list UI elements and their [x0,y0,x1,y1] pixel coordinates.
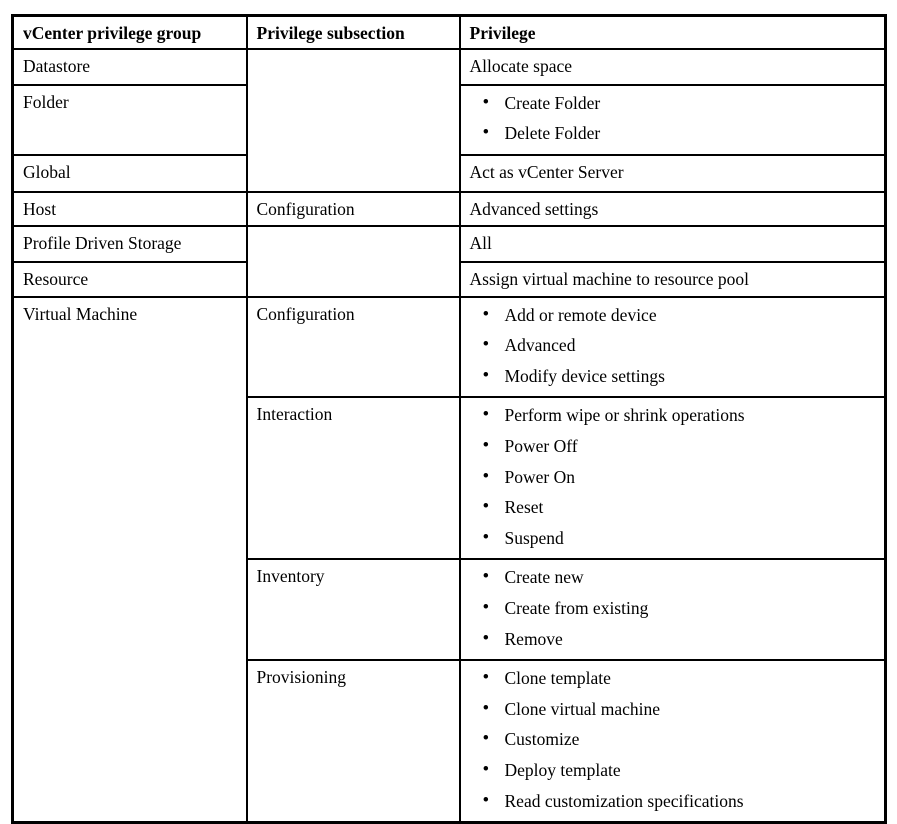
privilege-item: • Suspend [483,528,877,559]
subsection-cell: Configuration [247,192,460,226]
privilege-cell [460,559,886,660]
privilege-cell [460,85,886,155]
privilege-cell: All [460,226,886,262]
privilege-cell [460,397,886,559]
header-row [13,16,886,49]
table-row-vm-configuration [13,297,886,398]
privilege-list [470,567,877,659]
subsection-cell-empty [247,49,460,192]
privilege-list [470,93,877,154]
group-cell: Profile Driven Storage [13,226,247,262]
header-group: vCenter privilege group [13,16,247,49]
group-cell: Datastore [13,49,247,85]
privilege-item: • Create new [483,567,877,598]
privilege-item: • Power Off [483,436,877,467]
privilege-item: • Create from existing [483,598,877,629]
group-cell: Resource [13,262,247,297]
privilege-item: • Advanced [483,335,877,366]
subsection-cell-empty [247,226,460,297]
privileges-table [11,14,887,824]
privilege-item: • Reset [483,497,877,528]
group-cell: Host [13,192,247,226]
privilege-cell: Assign virtual machine to resource pool [460,262,886,297]
privilege-item: • Clone template [483,668,877,699]
privilege-item: • Power On [483,467,877,498]
privilege-item: • Clone virtual machine [483,699,877,730]
privilege-item: • Create Folder [483,93,877,124]
group-cell: Virtual Machine [13,297,247,823]
group-cell: Folder [13,85,247,155]
subsection-cell: Provisioning [247,660,460,822]
subsection-cell: Inventory [247,559,460,660]
privilege-item: • Remove [483,629,877,660]
privilege-cell: Advanced settings [460,192,886,226]
privilege-item: • Customize [483,729,877,760]
privilege-cell: Allocate space [460,49,886,85]
privilege-cell: Act as vCenter Server [460,155,886,192]
privilege-item: • Perform wipe or shrink operations [483,405,877,436]
header-subsection: Privilege subsection [247,16,460,49]
subsection-cell: Interaction [247,397,460,559]
privilege-item: • Add or remote device [483,305,877,336]
header-privilege: Privilege [460,16,886,49]
table-row-datastore [13,49,886,85]
privilege-cell [460,660,886,822]
table-row-profile-driven-storage [13,226,886,262]
privilege-item: • Read customization specifications [483,791,877,822]
privilege-list [470,305,877,397]
privilege-list [470,405,877,558]
table-row-host [13,192,886,226]
privilege-cell [460,297,886,398]
group-cell: Global [13,155,247,192]
privilege-list [470,668,877,821]
privilege-item: • Deploy template [483,760,877,791]
privilege-item: • Delete Folder [483,123,877,154]
subsection-cell: Configuration [247,297,460,398]
privilege-item: • Modify device settings [483,366,877,397]
